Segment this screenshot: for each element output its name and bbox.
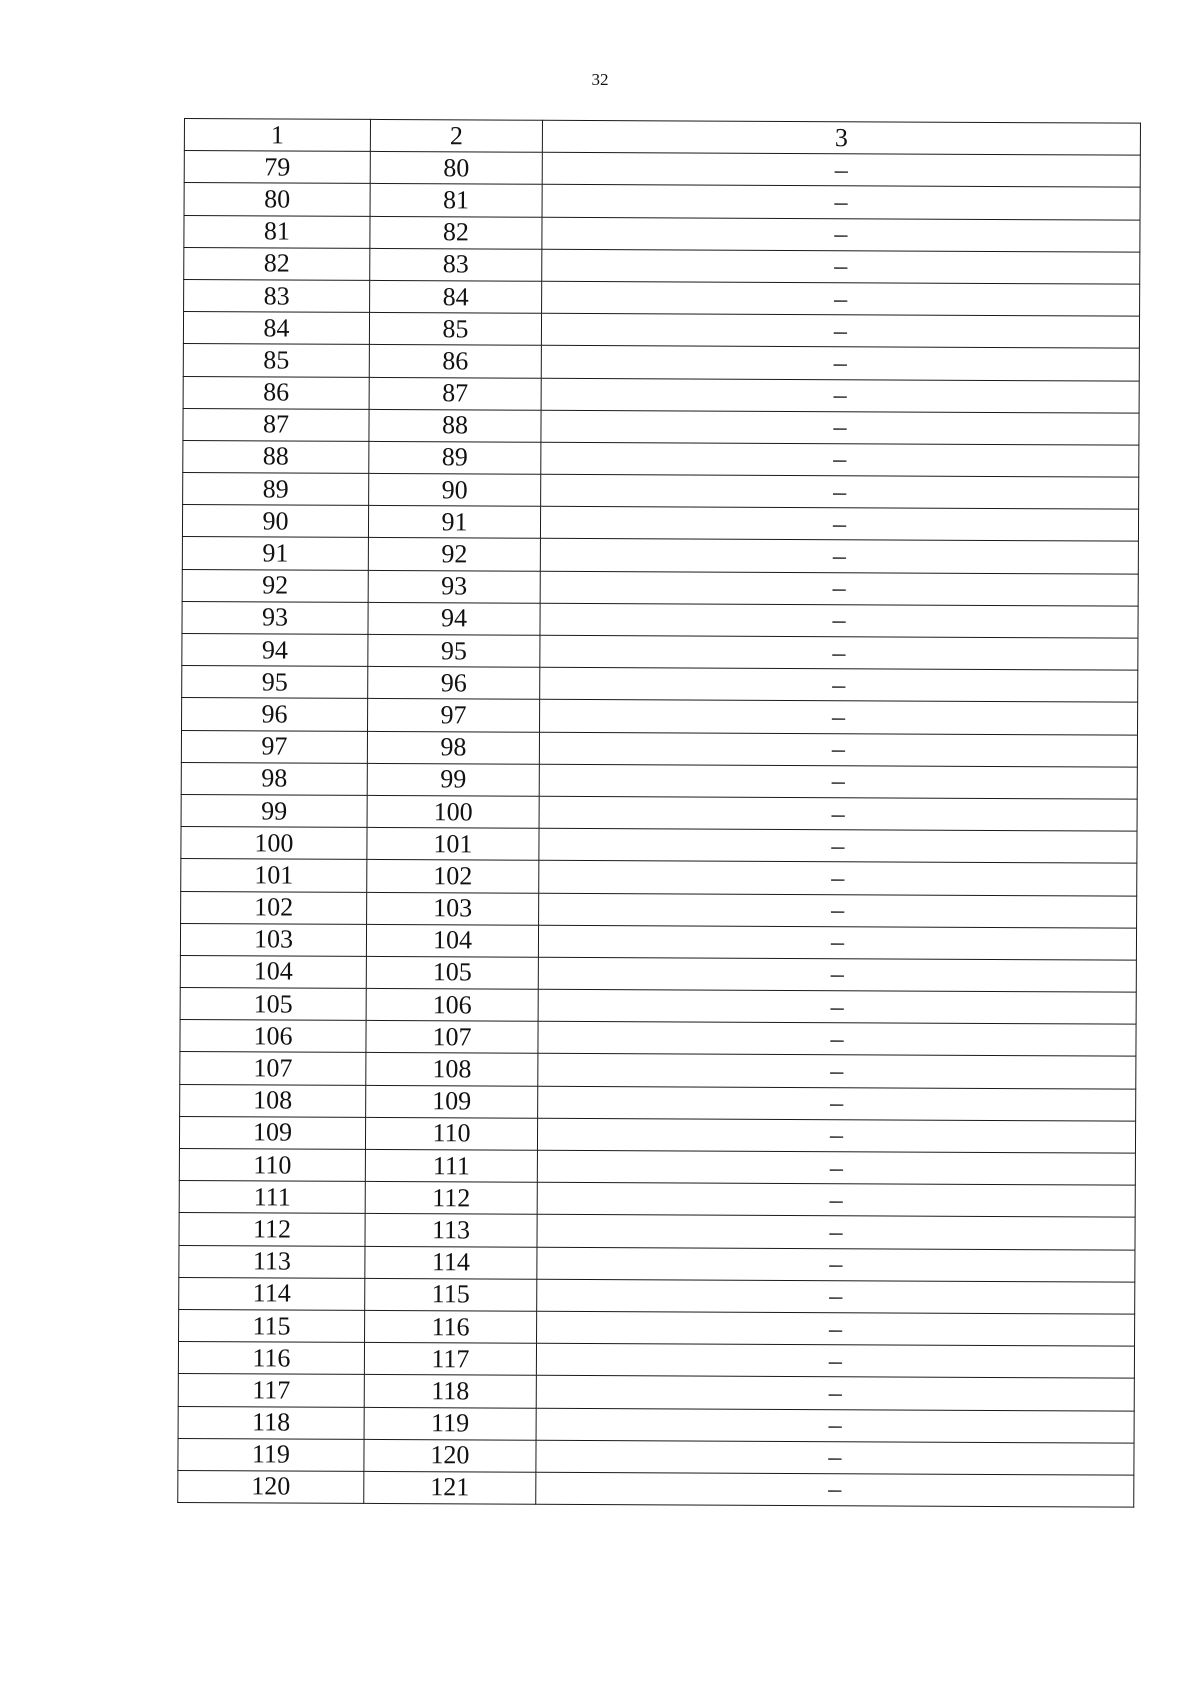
cell-col-1: 83 [184,279,370,312]
cell-col-2: 94 [368,602,540,635]
cell-col-1: 92 [182,569,368,602]
cell-col-1: 81 [184,215,370,248]
cell-col-1: 97 [181,730,367,763]
cell-col-2: 80 [370,152,542,185]
cell-col-2: 101 [367,828,539,861]
cell-col-3: – [537,1311,1135,1346]
cell-col-3: – [540,635,1138,670]
cell-col-1: 115 [179,1309,365,1342]
cell-col-3: – [536,1472,1134,1507]
table-row [178,1438,1134,1475]
cell-col-2: 120 [364,1439,536,1472]
cell-col-1: 111 [179,1181,365,1214]
cell-col-1: 87 [183,408,369,441]
cell-col-1: 118 [178,1406,364,1439]
cell-col-2: 105 [366,956,538,989]
cell-col-3: – [538,1086,1136,1121]
cell-col-2: 90 [369,473,541,506]
table-row [183,312,1139,349]
cell-col-3: – [536,1440,1134,1475]
cell-col-3: – [541,474,1139,509]
cell-col-2: 109 [366,1085,538,1118]
table-row [180,1020,1136,1057]
cell-col-3: – [541,442,1139,477]
cell-col-3: – [540,603,1138,638]
cell-col-1: 93 [182,601,368,634]
cell-col-1: 105 [180,988,366,1021]
cell-col-2: 108 [366,1053,538,1086]
cell-col-3: – [542,152,1140,187]
cell-col-3: – [537,1182,1135,1217]
table-row [183,344,1139,381]
cell-col-3: – [537,1279,1135,1314]
cell-col-2: 113 [365,1214,537,1247]
cell-col-2: 118 [364,1375,536,1408]
cell-col-3: – [542,185,1140,220]
cell-col-1: 90 [182,505,368,538]
cell-col-3: – [539,828,1137,863]
cell-col-1: 79 [184,151,370,184]
table-row [182,666,1138,703]
data-table [177,118,1141,1508]
table-body [178,119,1141,1508]
cell-col-3: – [539,893,1137,928]
table-row [182,505,1138,542]
table-row [181,859,1137,896]
cell-col-2: 115 [365,1278,537,1311]
column-header-3: 3 [542,120,1140,155]
cell-col-2: 92 [368,538,540,571]
cell-col-1: 102 [181,891,367,924]
cell-col-3: – [537,1118,1135,1153]
cell-col-3: – [541,410,1139,445]
cell-col-1: 100 [181,827,367,860]
cell-col-3: – [541,378,1139,413]
cell-col-1: 120 [178,1470,364,1503]
table-header-row [184,119,1140,156]
table-row [181,827,1137,864]
cell-col-1: 110 [179,1148,365,1181]
cell-col-2: 116 [365,1310,537,1343]
cell-col-1: 88 [183,440,369,473]
cell-col-3: – [540,700,1138,735]
table-row [184,247,1140,284]
cell-col-3: – [536,1408,1134,1443]
table-row [178,1406,1134,1443]
cell-col-1: 86 [183,376,369,409]
cell-col-2: 114 [365,1246,537,1279]
table-row [180,955,1136,992]
table-row [182,601,1138,638]
table-row [183,376,1139,413]
cell-col-2: 102 [367,860,539,893]
table-row [183,473,1139,510]
table-row [180,988,1136,1025]
table-row [178,1470,1134,1507]
page-number: 32 [591,70,609,89]
table-row [182,633,1138,670]
table-row [179,1213,1135,1250]
cell-col-1: 99 [181,794,367,827]
table-row [182,537,1138,574]
cell-col-3: – [542,217,1140,252]
cell-col-2: 89 [369,441,541,474]
cell-col-2: 98 [367,731,539,764]
cell-col-1: 108 [180,1084,366,1117]
cell-col-2: 110 [365,1117,537,1150]
cell-col-3: – [542,281,1140,316]
table-row [183,408,1139,445]
cell-col-2: 106 [366,988,538,1021]
cell-col-1: 85 [183,344,369,377]
cell-col-1: 91 [182,537,368,570]
cell-col-3: – [537,1215,1135,1250]
cell-col-1: 101 [181,859,367,892]
cell-col-2: 112 [365,1182,537,1215]
column-header-1: 1 [184,119,370,152]
cell-col-1: 116 [178,1342,364,1375]
cell-col-1: 89 [183,473,369,506]
table-row [181,730,1137,767]
cell-col-2: 100 [367,795,539,828]
cell-col-2: 111 [365,1149,537,1182]
cell-col-3: – [538,925,1136,960]
table-row [181,891,1137,928]
cell-col-2: 88 [369,409,541,442]
cell-col-1: 106 [180,1020,366,1053]
cell-col-2: 86 [369,345,541,378]
column-header-2: 2 [370,119,542,152]
cell-col-2: 103 [367,892,539,925]
table-row [184,279,1140,316]
cell-col-3: – [542,249,1140,284]
cell-col-1: 98 [181,762,367,795]
cell-col-2: 85 [369,313,541,346]
cell-col-2: 121 [364,1471,536,1504]
cell-col-2: 84 [370,280,542,313]
cell-col-3: – [536,1376,1134,1411]
cell-col-2: 97 [368,699,540,732]
table-row [178,1342,1134,1379]
table-row [179,1181,1135,1218]
cell-col-2: 81 [370,184,542,217]
cell-col-2: 119 [364,1407,536,1440]
cell-col-3: – [539,732,1137,767]
cell-col-2: 107 [366,1021,538,1054]
cell-col-1: 104 [180,955,366,988]
cell-col-2: 83 [370,248,542,281]
cell-col-1: 119 [178,1438,364,1471]
table-row [181,762,1137,799]
cell-col-1: 114 [179,1277,365,1310]
table-row [178,1374,1134,1411]
table-row [180,923,1136,960]
cell-col-3: – [539,796,1137,831]
table-row [179,1277,1135,1314]
table-row [179,1309,1135,1346]
cell-col-1: 112 [179,1213,365,1246]
table-row [179,1245,1135,1282]
cell-col-3: – [539,861,1137,896]
cell-col-2: 82 [370,216,542,249]
table-row [183,440,1139,477]
cell-col-3: – [541,313,1139,348]
cell-col-3: – [538,1021,1136,1056]
table-row [182,569,1138,606]
table-row [179,1148,1135,1185]
cell-col-3: – [540,506,1138,541]
cell-col-3: – [538,1054,1136,1089]
table-row [180,1084,1136,1121]
cell-col-3: – [538,957,1136,992]
cell-col-3: – [540,539,1138,574]
cell-col-3: – [538,989,1136,1024]
table-row [184,215,1140,252]
cell-col-2: 99 [367,763,539,796]
cell-col-2: 95 [368,634,540,667]
cell-col-3: – [537,1247,1135,1282]
cell-col-1: 82 [184,247,370,280]
table-row [182,698,1138,735]
cell-col-2: 91 [368,506,540,539]
cell-col-1: 94 [182,633,368,666]
table-row [179,1116,1135,1153]
cell-col-2: 93 [368,570,540,603]
table-row [184,183,1140,220]
cell-col-2: 96 [368,667,540,700]
cell-col-1: 96 [182,698,368,731]
cell-col-1: 107 [180,1052,366,1085]
cell-col-3: – [540,667,1138,702]
cell-col-3: – [540,571,1138,606]
table-row [181,794,1137,831]
cell-col-3: – [537,1150,1135,1185]
cell-col-1: 80 [184,183,370,216]
table-row [184,151,1140,188]
cell-col-2: 104 [366,924,538,957]
cell-col-3: – [541,346,1139,381]
cell-col-1: 113 [179,1245,365,1278]
cell-col-2: 87 [369,377,541,410]
cell-col-1: 117 [178,1374,364,1407]
cell-col-1: 103 [180,923,366,956]
cell-col-1: 95 [182,666,368,699]
cell-col-3: – [536,1343,1134,1378]
cell-col-3: – [539,764,1137,799]
cell-col-2: 117 [364,1343,536,1376]
table-row [180,1052,1136,1089]
cell-col-1: 109 [179,1116,365,1149]
cell-col-1: 84 [183,312,369,345]
